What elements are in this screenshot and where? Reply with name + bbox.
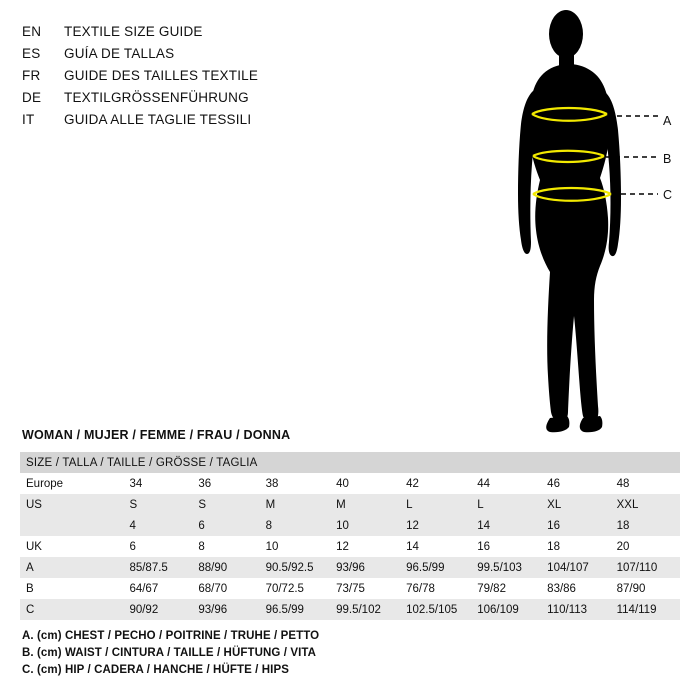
cell: 8 bbox=[260, 515, 331, 536]
language-title-de: TEXTILGRÖSSENFÜHRUNG bbox=[64, 90, 249, 105]
table-row bbox=[20, 599, 680, 620]
cell: 114/119 bbox=[611, 599, 680, 620]
cell: 38 bbox=[265, 477, 279, 490]
table-row bbox=[20, 557, 680, 578]
row-label-europe: Europe bbox=[26, 477, 64, 490]
cell: 18 bbox=[547, 540, 560, 553]
section-heading-woman: WOMAN / MUJER / FEMME / FRAU / DONNA bbox=[22, 428, 291, 442]
cell: S bbox=[192, 494, 259, 515]
cell: 46 bbox=[547, 477, 560, 490]
row-label-us: US bbox=[20, 494, 123, 515]
table-row bbox=[20, 578, 680, 599]
female-silhouette-icon bbox=[470, 4, 690, 434]
language-title-fr: GUIDE DES TAILLES TEXTILE bbox=[64, 68, 259, 83]
cell: 83/86 bbox=[547, 582, 576, 595]
cell: 99.5/103 bbox=[471, 557, 541, 578]
measurement-legend bbox=[22, 628, 319, 679]
cell: 110/113 bbox=[541, 599, 610, 620]
cell: 48 bbox=[616, 477, 630, 490]
table-header-row bbox=[20, 452, 680, 473]
table-row bbox=[20, 536, 680, 557]
cell: M bbox=[330, 494, 400, 515]
cell: 68/70 bbox=[198, 582, 228, 595]
cell: 34 bbox=[129, 477, 143, 490]
cell: M bbox=[260, 494, 331, 515]
cell: XXL bbox=[611, 494, 680, 515]
cell: 102.5/105 bbox=[400, 599, 471, 620]
cell: 76/78 bbox=[406, 582, 435, 595]
cell: 93/96 bbox=[192, 599, 259, 620]
cell: 87/90 bbox=[616, 582, 646, 595]
cell: 10 bbox=[330, 515, 400, 536]
row-label-uk: UK bbox=[26, 540, 42, 553]
cell: 70/72.5 bbox=[265, 582, 304, 595]
cell: 4 bbox=[123, 515, 192, 536]
cell: 104/107 bbox=[541, 557, 610, 578]
cell: 99.5/102 bbox=[330, 599, 400, 620]
cell: 106/109 bbox=[471, 599, 541, 620]
cell: 6 bbox=[192, 515, 259, 536]
cell: 40 bbox=[336, 477, 349, 490]
cell: S bbox=[123, 494, 192, 515]
row-label-a: A bbox=[20, 557, 123, 578]
cell: L bbox=[471, 494, 541, 515]
table-row bbox=[20, 473, 680, 494]
cell: 88/90 bbox=[192, 557, 259, 578]
table-row bbox=[20, 494, 680, 515]
language-title-list bbox=[22, 24, 442, 134]
body-figure bbox=[470, 4, 690, 434]
language-title-es: GUÍA DE TALLAS bbox=[64, 46, 175, 61]
language-code-fr: FR bbox=[22, 68, 41, 83]
cell: 6 bbox=[129, 540, 136, 553]
cell: 12 bbox=[400, 515, 471, 536]
cell: 14 bbox=[406, 540, 419, 553]
size-table bbox=[20, 452, 680, 620]
cell: 12 bbox=[336, 540, 349, 553]
language-row bbox=[22, 112, 442, 131]
language-row bbox=[22, 90, 442, 109]
cell: 44 bbox=[477, 477, 490, 490]
cell: 90.5/92.5 bbox=[260, 557, 331, 578]
language-code-es: ES bbox=[22, 46, 41, 61]
cell: L bbox=[400, 494, 471, 515]
language-code-it: IT bbox=[22, 112, 35, 127]
language-title-en: TEXTILE SIZE GUIDE bbox=[64, 24, 203, 39]
legend-line-b: B. (cm) WAIST / CINTURA / TAILLE / HÜFTUNG / VITA bbox=[22, 647, 317, 659]
cell: 90/92 bbox=[123, 599, 192, 620]
cell: 85/87.5 bbox=[123, 557, 192, 578]
cell: 20 bbox=[616, 540, 630, 553]
language-title-it: GUIDA ALLE TAGLIE TESSILI bbox=[64, 112, 252, 127]
table-header-label: SIZE / TALLA / TAILLE / GRÖSSE / TAGLIA bbox=[20, 452, 680, 473]
cell: 10 bbox=[265, 540, 279, 553]
row-label-c: C bbox=[20, 599, 123, 620]
row-label-us-numeric bbox=[20, 515, 123, 536]
measure-label-a: A bbox=[663, 114, 672, 128]
cell: 18 bbox=[611, 515, 680, 536]
cell: 79/82 bbox=[477, 582, 506, 595]
measure-label-b: B bbox=[663, 152, 672, 166]
cell: 16 bbox=[477, 540, 490, 553]
legend-line-a: A. (cm) CHEST / PECHO / POITRINE / TRUHE / PETTO bbox=[22, 630, 320, 642]
language-code-de: DE bbox=[22, 90, 42, 105]
language-row bbox=[22, 46, 442, 65]
cell: XL bbox=[541, 494, 610, 515]
cell: 96.5/99 bbox=[260, 599, 331, 620]
legend-line-c: C. (cm) HIP / CADERA / HANCHE / HÜFTE / HIPS bbox=[22, 664, 290, 676]
row-label-b: B bbox=[26, 582, 34, 595]
cell: 8 bbox=[198, 540, 205, 553]
cell: 42 bbox=[406, 477, 419, 490]
cell: 16 bbox=[541, 515, 610, 536]
cell: 36 bbox=[198, 477, 212, 490]
language-row bbox=[22, 68, 442, 87]
table-row bbox=[20, 515, 680, 536]
measure-label-c: C bbox=[663, 188, 673, 202]
cell: 96.5/99 bbox=[400, 557, 471, 578]
cell: 64/67 bbox=[129, 582, 159, 595]
cell: 73/75 bbox=[336, 582, 365, 595]
cell: 107/110 bbox=[611, 557, 680, 578]
language-code-en: EN bbox=[22, 24, 42, 39]
cell: 93/96 bbox=[330, 557, 400, 578]
language-row bbox=[22, 24, 442, 43]
cell: 14 bbox=[471, 515, 541, 536]
